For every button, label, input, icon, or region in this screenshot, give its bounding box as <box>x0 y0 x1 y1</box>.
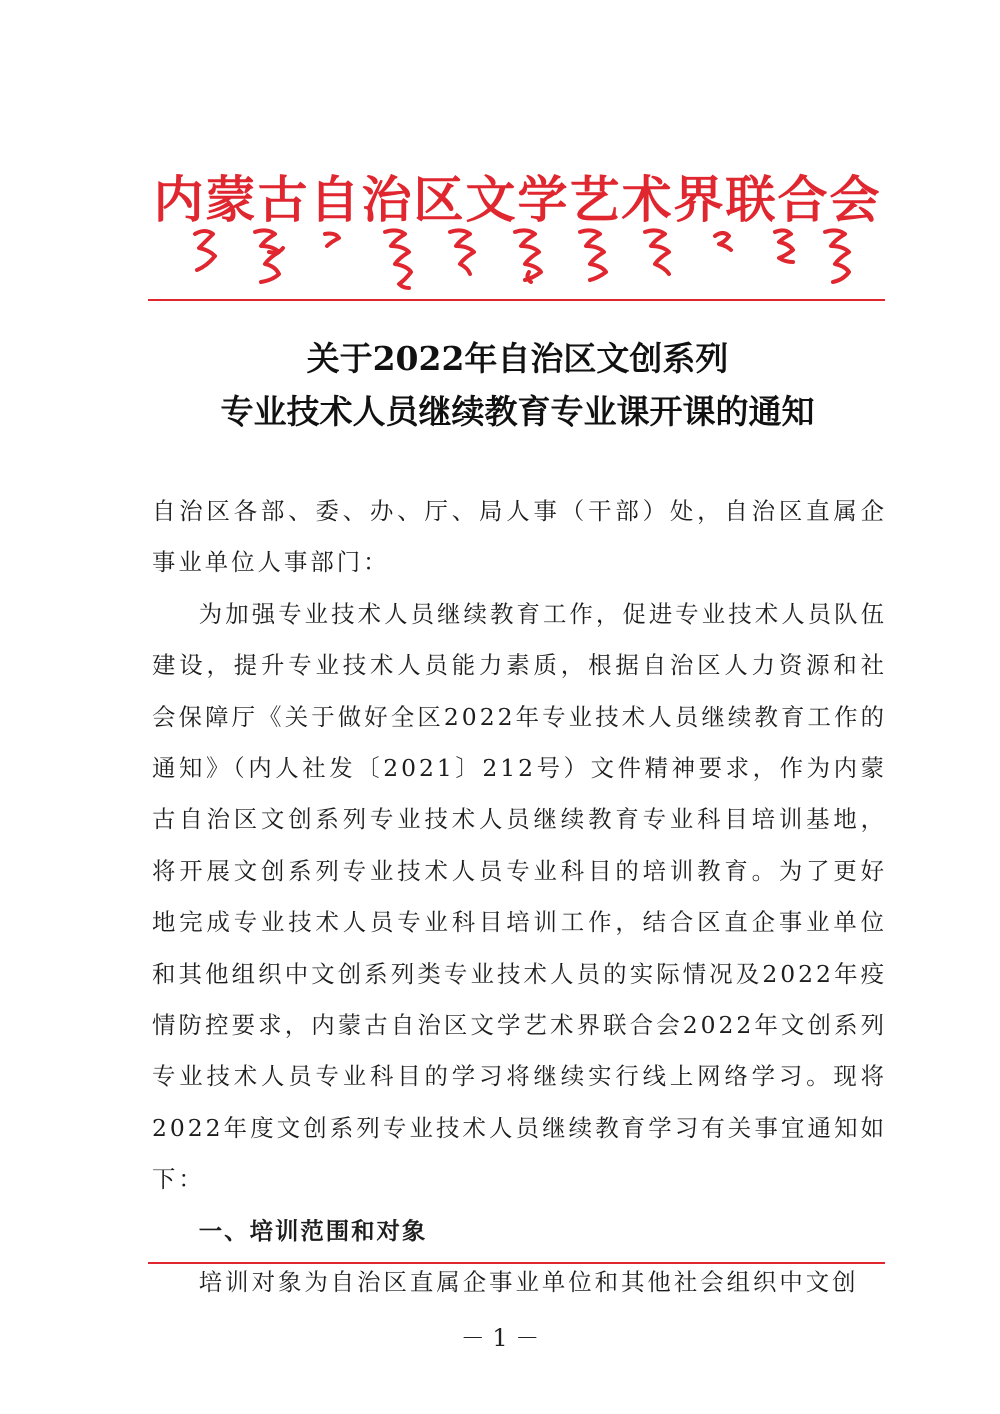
mongolian-word-11 <box>825 230 849 282</box>
mongolian-word-6 <box>515 230 541 282</box>
mongolian-word-4 <box>385 230 411 288</box>
mongolian-word-3 <box>325 234 339 247</box>
section-heading-1: 一、培训范围和对象 <box>198 1216 428 1245</box>
mongolian-word-2 <box>255 230 283 282</box>
document-title-line-1: 关于2022年自治区文创系列 <box>306 339 729 378</box>
mongolian-script-letterhead <box>185 222 865 290</box>
document-title-line-2: 专业技术人员继续教育专业课开课的通知 <box>220 392 815 431</box>
mongolian-word-7 <box>580 230 606 280</box>
mongolian-word-1 <box>195 231 215 270</box>
body-paragraph-1: 为加强专业技术人员继续教育工作，促进专业技术人员队伍建设，提升专业技术人员能力素质，根据自治区人力资源和社会保障厅《关于做好全区2022年专业技术人员继续教育工作的通知》（内人社发〔2021〕212号）文件精神要求，作为内蒙古自治区文创系列专业技术人员继续教育专业科目培训基地，将开展文创系列专业技术人员专业科目的培训教育。为了更好地完成专业技术人员专业科目培训工作，结合区直企事业单位和其他组织中文创系列类专业技术人员的实际情况及2022年疫情防控要求，内蒙古自治区文学艺术界联合会2022年文创系列专业技术人员专业科目的学习将继续实行线上网络学习。现将2022年度文创系列专业技术人员继续教育学习有关事宜通知如下： <box>152 599 887 1194</box>
body-paragraph-2: 培训对象为自治区直属企事业单位和其他社会组织中文创 <box>198 1268 859 1297</box>
letterhead-org-name: 内蒙古自治区文学艺术界联合会 <box>153 170 882 229</box>
mongolian-word-10 <box>775 230 793 262</box>
red-divider-top <box>148 299 885 301</box>
page-number: － 1 － <box>460 1324 540 1352</box>
mongolian-word-5 <box>450 230 474 274</box>
mongolian-word-9 <box>715 233 731 250</box>
red-divider-bottom <box>148 1262 885 1264</box>
document-body <box>152 486 887 1309</box>
salutation: 自治区各部、委、办、厅、局人事（干部）处，自治区直属企事业单位人事部门： <box>152 497 887 577</box>
mongolian-word-8 <box>645 230 669 274</box>
